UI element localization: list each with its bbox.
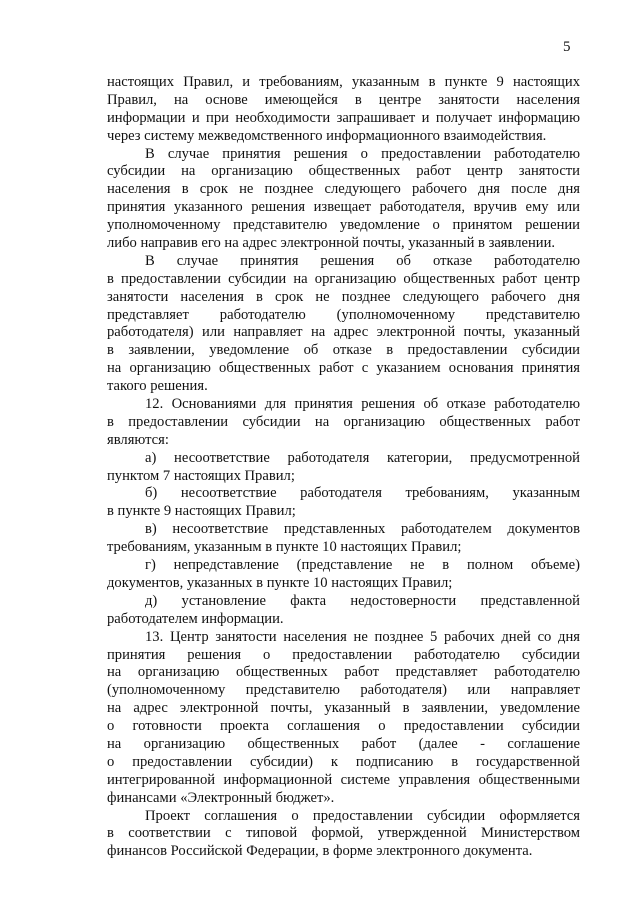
text-line: а) несоответствие работодателя категории, предусмотренной — [145, 449, 580, 466]
text-line: уполномоченному представителю уведомление о принятом решении — [107, 217, 580, 234]
text-line: 13. Центр занятости населения не позднее 5 рабочих дней со дня — [145, 628, 580, 645]
text-line: на организацию общественных работ с указанием основания принятия — [107, 360, 580, 377]
text-line: работодателя) или направляет на адрес электронной почты, указанный — [107, 324, 580, 341]
text-line: настоящих Правил, и требованиям, указанным в пункте 9 настоящих — [107, 74, 580, 90]
text-line: являются: — [107, 431, 169, 448]
text-line: г) непредставление (представление не в полном объеме) — [145, 557, 580, 574]
text-line: б) несоответствие работодателя требованиям, указанным — [145, 485, 580, 502]
text-line: (уполномоченному представителю работодателя) или направляет — [107, 682, 580, 699]
document-body — [107, 74, 580, 861]
text-line: о готовности проекта соглашения о предоставлении субсидии — [107, 718, 580, 735]
text-line: Правил, на основе имеющейся в центре занятости населения — [107, 91, 580, 108]
text-line: в предоставлении субсидии на организацию общественных работ центр — [107, 270, 580, 287]
text-line: требованиям, указанным в пункте 10 настоящих Правил; — [107, 539, 462, 556]
text-line: документов, указанных в пункте 10 настоящих Правил; — [107, 574, 453, 591]
text-line: населения в срок не позднее следующего рабочего дня после дня — [107, 181, 580, 198]
text-line: принятия решения о предоставлении работодателю субсидии — [107, 646, 580, 663]
text-line: информации и при необходимости запрашивает и получает информацию — [107, 109, 580, 126]
text-line: 12. Основаниями для принятия решения об отказе работодателю — [145, 396, 580, 413]
text-line: на организацию общественных работ представляет работодателю — [107, 664, 580, 681]
text-line: в соответствии с типовой формой, утвержденной Министерством — [107, 825, 580, 842]
text-line: интегрированной информационной системе управления общественными — [107, 771, 580, 788]
text-line: В случае принятия решения об отказе работодателю — [145, 252, 580, 269]
text-line: Проект соглашения о предоставлении субсидии оформляется — [145, 807, 580, 824]
text-line: пунктом 7 настоящих Правил; — [107, 467, 295, 484]
text-line: д) установление факта недостоверности представленной — [145, 592, 580, 609]
text-line: в предоставлении субсидии на организацию общественных работ — [107, 413, 580, 430]
text-line: финансами «Электронный бюджет». — [107, 789, 335, 806]
text-line: представляет работодателю (уполномоченному представителю — [107, 306, 580, 323]
text-line: о предоставлении субсидии) к подписанию в государственной — [107, 753, 580, 770]
text-line: работодателем информации. — [107, 610, 284, 627]
text-line: принятия указанного решения извещает работодателя, вручив ему или — [107, 199, 580, 216]
text-line: на адрес электронной почты, указанный в заявлении, уведомление — [107, 700, 580, 717]
text-line: через систему межведомственного информационного взаимодействия. — [107, 127, 547, 144]
text-line: В случае принятия решения о предоставлении работодателю — [145, 145, 580, 162]
text-line: в пункте 9 настоящих Правил; — [107, 503, 296, 520]
text-line: финансов Российской Федерации, в форме электронного документа. — [107, 843, 533, 860]
text-line: такого решения. — [107, 378, 208, 395]
text-line: в заявлении, уведомление об отказе в предоставлении субсидии — [107, 342, 580, 359]
page-number: 5 — [563, 39, 571, 55]
text-line: субсидии на организацию общественных работ центр занятости — [107, 163, 580, 180]
text-line: в) несоответствие представленных работодателем документов — [145, 521, 580, 538]
text-line: либо направив его на адрес электронной почты, указанный в заявлении. — [107, 235, 556, 252]
text-line: занятости населения в срок не позднее следующего рабочего дня — [107, 288, 580, 305]
text-line: на организацию общественных работ (далее - соглашение — [107, 735, 580, 752]
